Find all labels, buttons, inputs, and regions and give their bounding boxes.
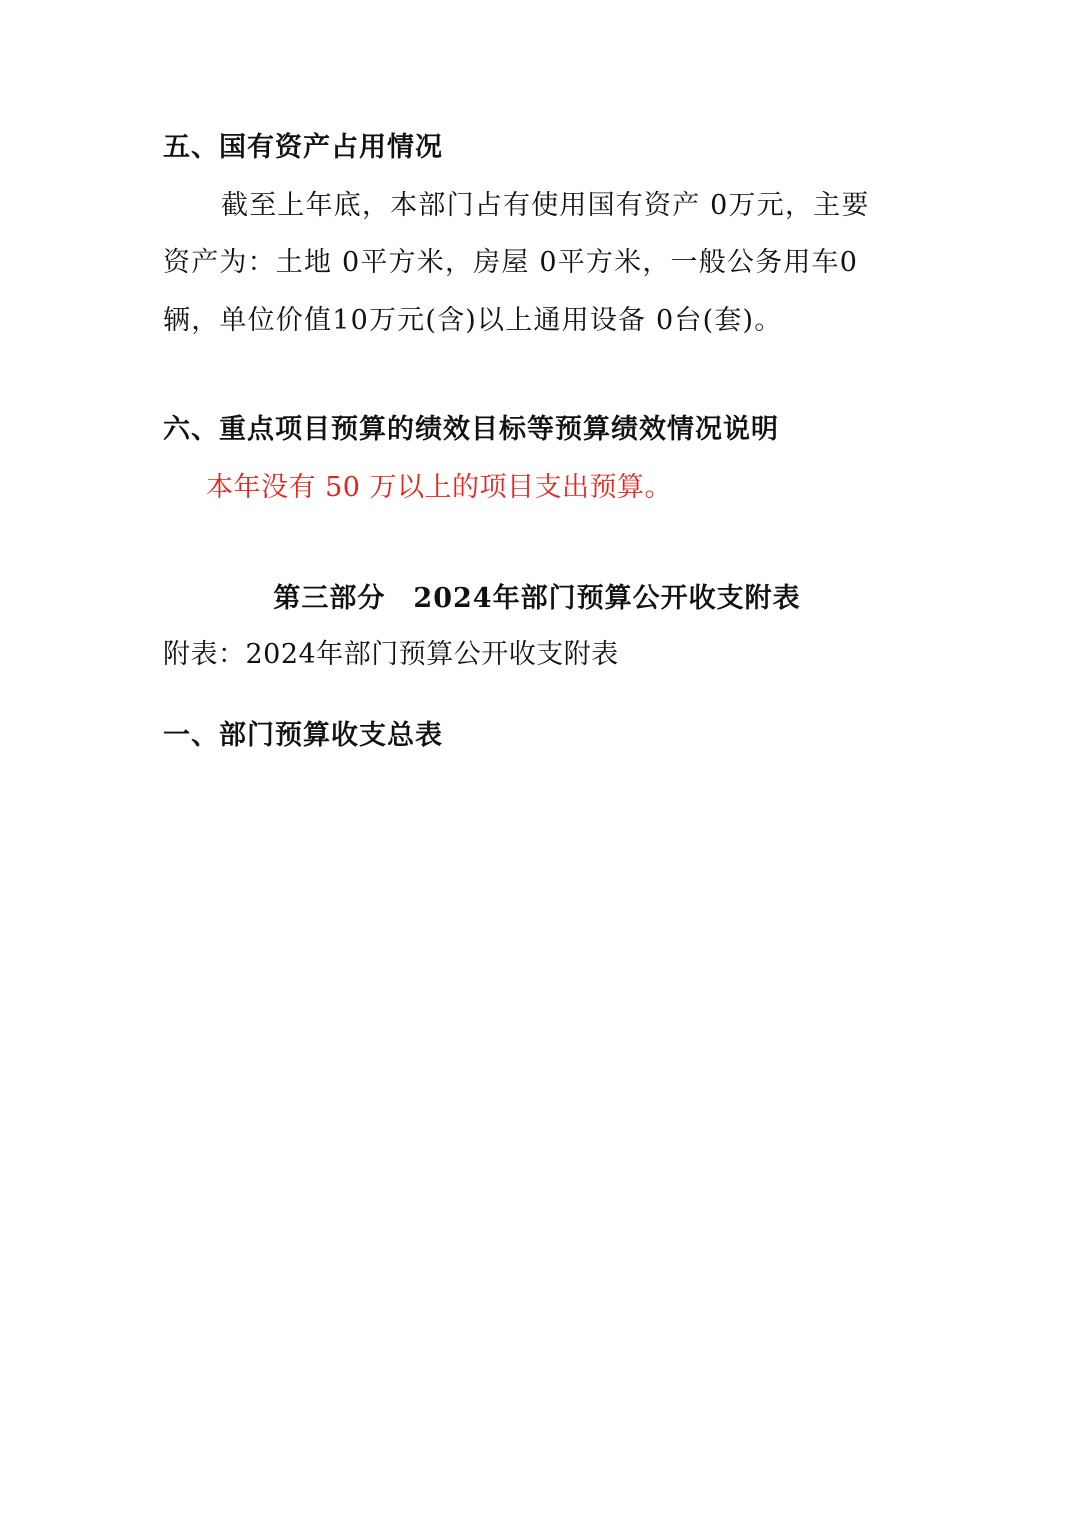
attachment-label: 附表：2024年部门预算公开收支附表 (163, 639, 619, 670)
section-heading-state-assets: 五、国有资产占用情况 (163, 132, 443, 163)
paragraph-line: 截至上年底，本部门占有使用国有资产 0万元，主要 (221, 190, 870, 221)
paragraph-line: 资产为：土地 0平方米，房屋 0平方米，一般公务用车0 (163, 247, 859, 278)
paragraph-line: 辆，单位价值10万元(含)以上通用设备 0台(套)。 (163, 305, 783, 336)
performance-note: 本年没有 50 万以上的项目支出预算。 (206, 472, 673, 503)
table-heading-budget-summary: 一、部门预算收支总表 (163, 720, 443, 751)
part-title: 第三部分 2024年部门预算公开收支附表 (273, 583, 801, 614)
section-heading-performance: 六、重点项目预算的绩效目标等预算绩效情况说明 (163, 414, 779, 445)
